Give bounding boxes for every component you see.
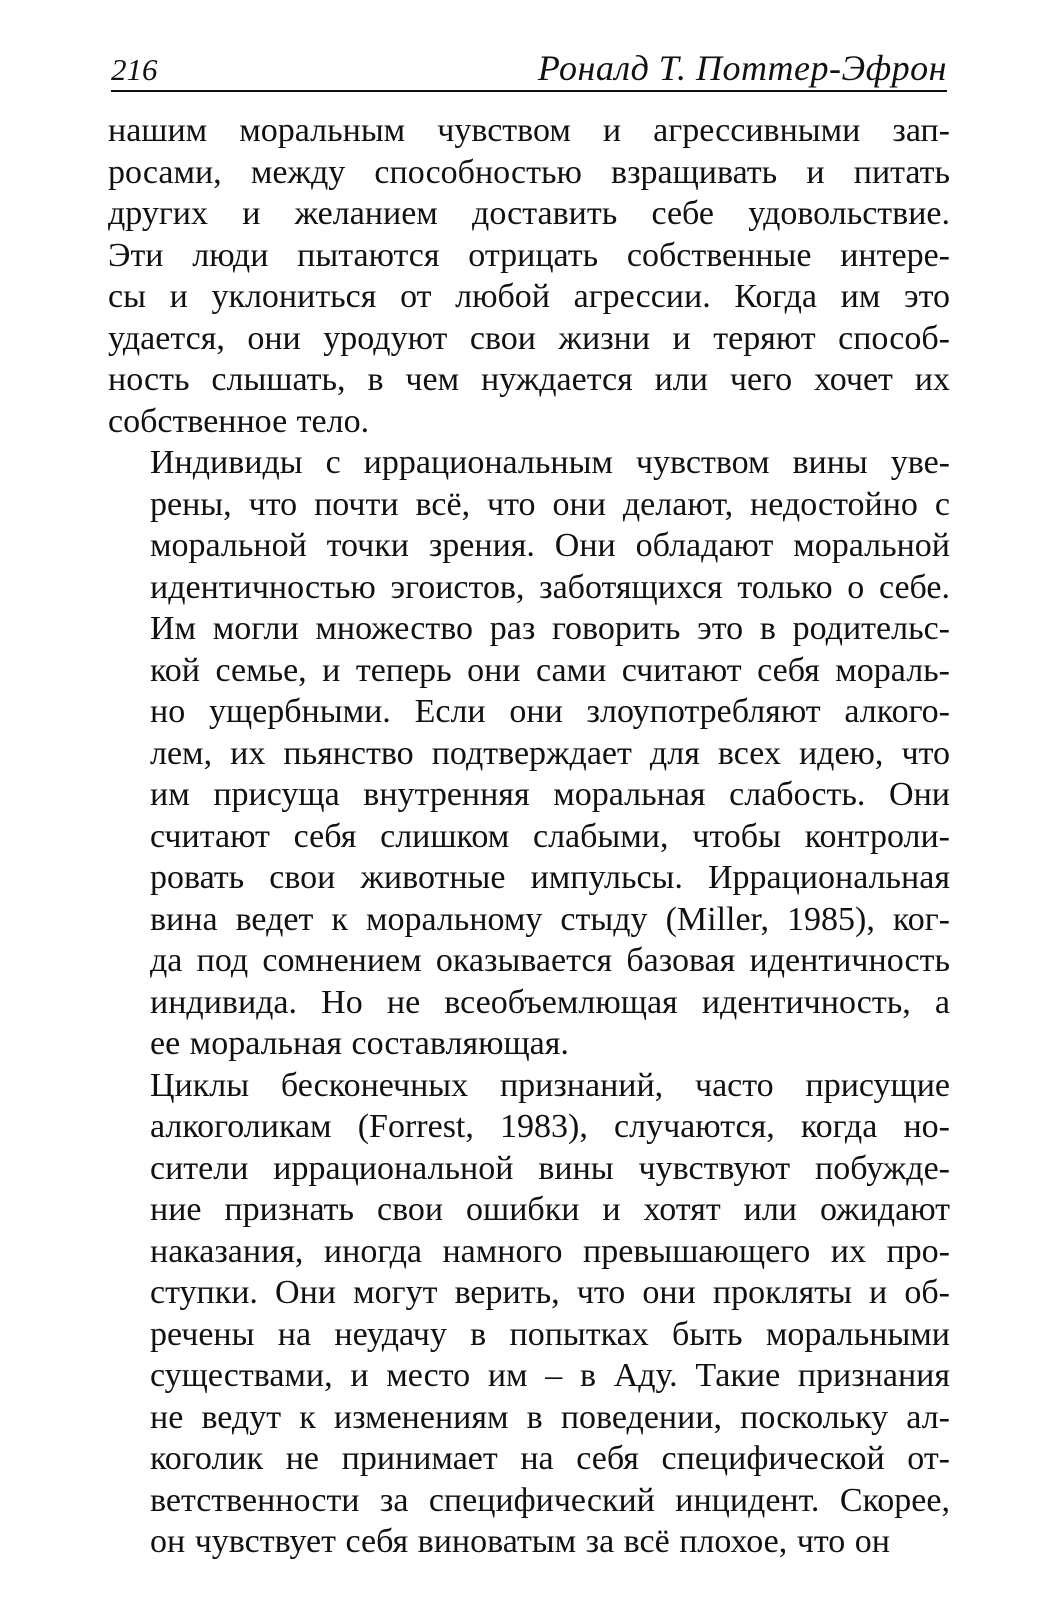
text-line: но ущербными. Если они злоупотребляют алкого-: [150, 693, 950, 730]
text-line: нашим моральным чувством и агрессивными зап-: [108, 112, 950, 149]
text-line: Им могли множество раз говорить это в родительс-: [150, 610, 950, 647]
text-line: Индивиды с иррациональным чувством вины уве-: [150, 444, 950, 481]
text-line: сы и уклониться от любой агрессии. Когда им это: [108, 278, 950, 315]
text-line: удается, они уродуют свои жизни и теряют способ-: [108, 319, 950, 357]
text-line: наказания, иногда намного превышающего их про-: [150, 1232, 950, 1270]
text-line: ветственности за специфический инцидент. Скорее,: [150, 1481, 950, 1519]
text-line: индивида. Но не всеобъемлющая идентичность, а: [150, 983, 950, 1021]
text-line: рены, что почти всё, что они делают, недостойно с: [150, 485, 950, 523]
text-line: лем, их пьянство подтверждает для всех идею, что: [150, 734, 950, 772]
paragraph: [108, 110, 950, 442]
running-head: [111, 44, 947, 92]
running-title: Роналд Т. Поттер-Эфрон: [537, 48, 947, 88]
text-line: вина ведет к моральному стыду (Miller, 1985), ког-: [150, 900, 950, 938]
text-line: других и желанием доставить себе удовольствие.: [108, 195, 950, 232]
text-line: ступки. Они могут верить, что они прокляты и об-: [150, 1274, 950, 1311]
text-line: считают себя слишком слабыми, чтобы контроли-: [150, 817, 950, 855]
text-line: ность слышать, в чем нуждается или чего хочет их: [108, 361, 950, 398]
paragraph: [108, 1065, 950, 1563]
text-line: им присуща внутренняя моральная слабость. Они: [150, 776, 950, 813]
text-line: коголик не принимает на себя специфической от-: [150, 1440, 950, 1477]
text-line: собственное тело.: [108, 402, 370, 440]
text-line: моральной точки зрения. Они обладают моральной: [150, 527, 950, 564]
text-line: кой семье, и теперь они сами считают себя мораль-: [150, 651, 950, 689]
paragraph: [108, 442, 950, 1065]
text-line: речены на неудачу в попытках быть моральными: [150, 1315, 950, 1353]
text-line: ние признать свои ошибки и хотят или ожидают: [150, 1191, 950, 1228]
text-line: сители иррациональной вины чувствуют побужде-: [150, 1149, 950, 1187]
text-line: ее моральная составляющая.: [150, 1025, 569, 1062]
text-line: ровать свои животные импульсы. Иррациональная: [150, 859, 950, 896]
text-line: он чувствует себя виноватым за всё плохое, что он: [150, 1523, 890, 1560]
text-line: существами, и место им – в Аду. Такие признания: [150, 1357, 950, 1394]
text-line: идентичностью эгоистов, заботящихся только о себе.: [150, 568, 950, 606]
text-line: алкоголикам (Forrest, 1983), случаются, когда но-: [150, 1108, 950, 1145]
body-text: [108, 110, 950, 1563]
page-number: 216: [111, 52, 158, 87]
text-line: Эти люди пытаются отрицать собственные интере-: [108, 236, 950, 274]
text-line: Циклы бесконечных признаний, часто присущие: [150, 1066, 950, 1104]
text-line: росами, между способностью взращивать и питать: [108, 153, 950, 191]
text-line: не ведут к изменениям в поведении, поскольку ал-: [150, 1398, 950, 1436]
text-line: да под сомнением оказывается базовая идентичность: [150, 942, 950, 979]
